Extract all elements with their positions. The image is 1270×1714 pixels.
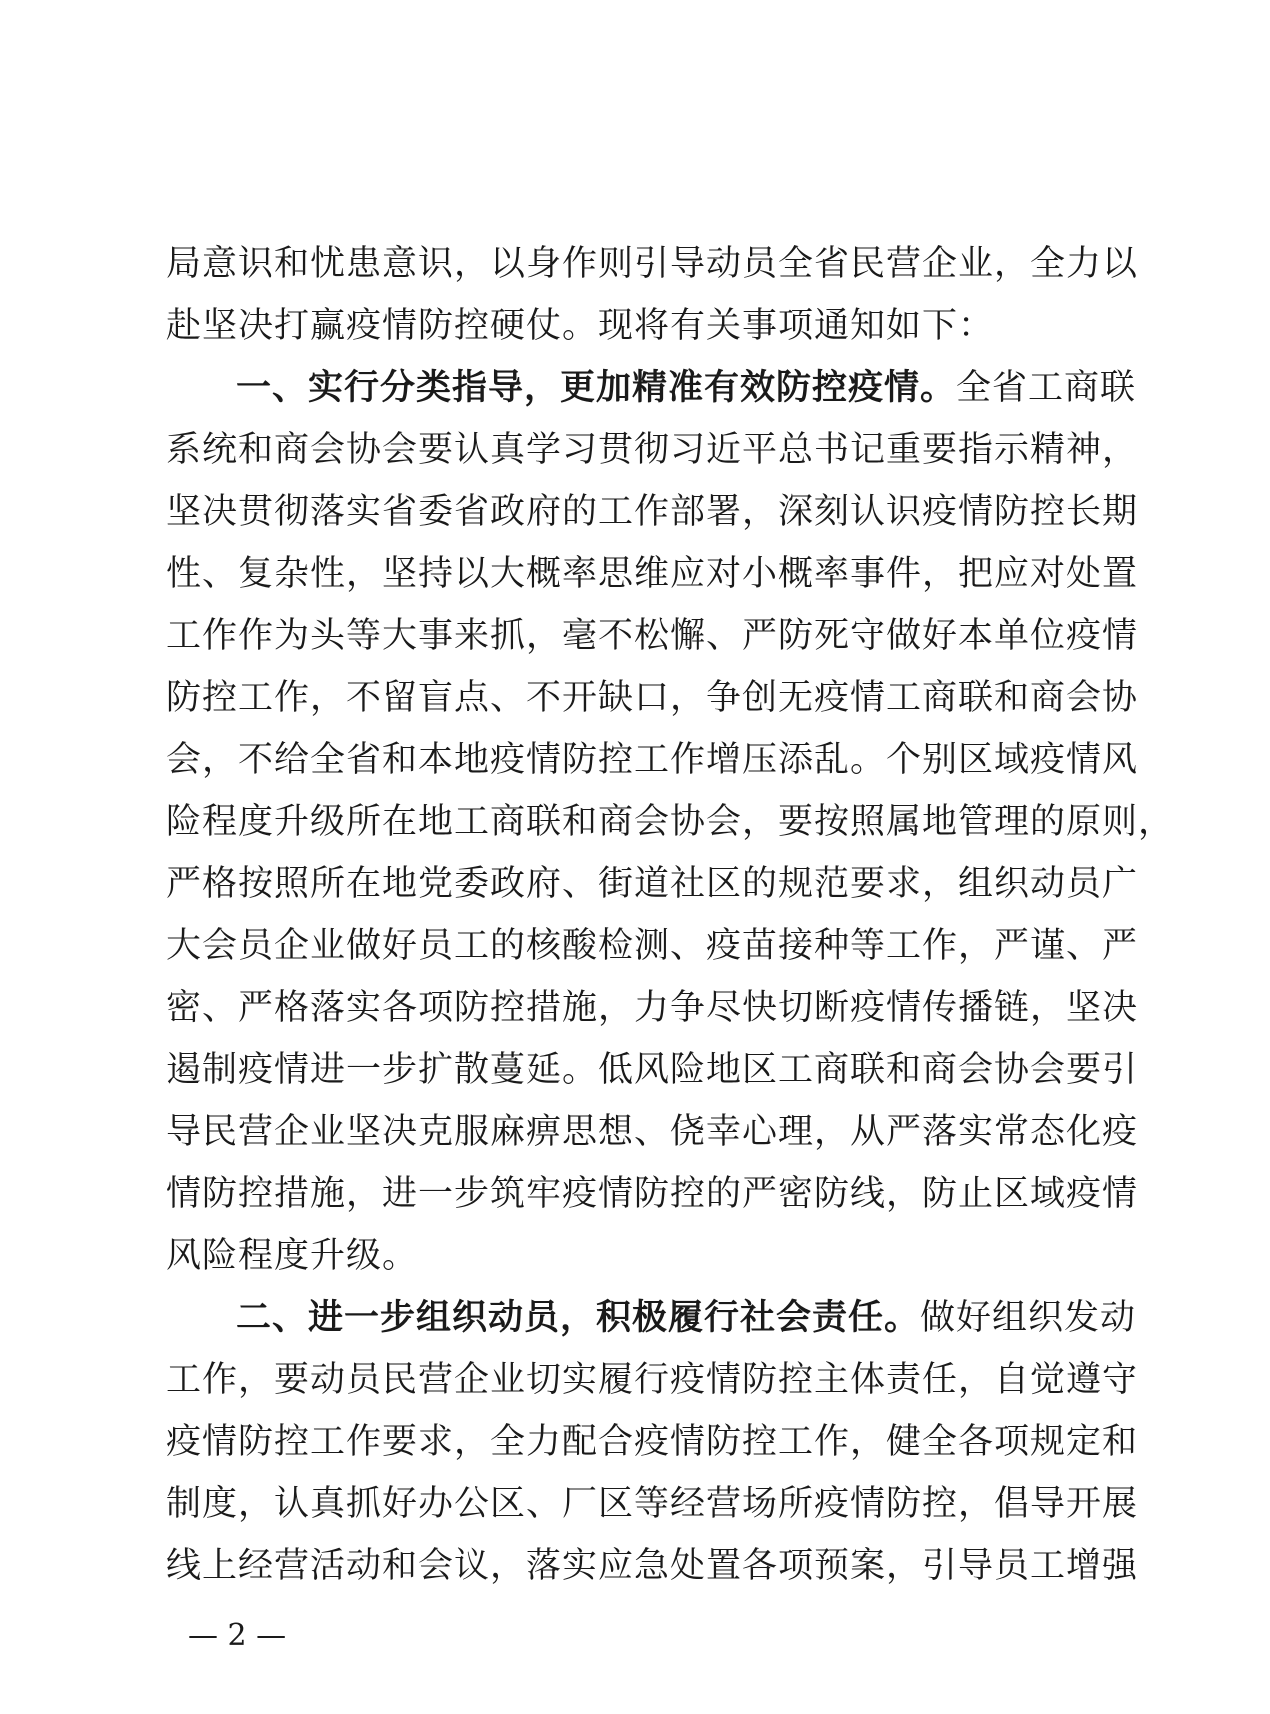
text-line: 工作，要动员民营企业切实履行疫情防控主体责任，自觉遵守	[166, 1360, 1139, 1400]
text-line: 导民营企业坚决克服麻痹思想、侥幸心理，从严落实常态化疫	[166, 1112, 1139, 1152]
section-1-heading: 一、实行分类指导，更加精准有效防控疫情。	[236, 368, 957, 408]
section-2-first-line	[166, 1287, 1137, 1349]
text-line: 大会员企业做好员工的核酸检测、疫苗接种等工作，严谨、严	[166, 926, 1139, 966]
text-line: 疫情防控工作要求，全力配合疫情防控工作，健全各项规定和	[166, 1422, 1139, 1462]
section-2-heading: 二、进一步组织动员，积极履行社会责任。	[236, 1298, 921, 1338]
text-line: 系统和商会协会要认真学习贯彻习近平总书记重要指示精神，	[166, 430, 1139, 470]
text-line: 险程度升级所在地工商联和商会协会，要按照属地管理的原则，	[166, 802, 1175, 842]
section-1-text: 全省工商联	[956, 368, 1137, 408]
text-line: 严格按照所在地党委政府、街道社区的规范要求，组织动员广	[166, 864, 1139, 904]
section-1-first-line	[166, 357, 1137, 419]
text-line: 风险程度升级。	[166, 1236, 419, 1276]
text-line: 情防控措施，进一步筑牢疫情防控的严密防线，防止区域疫情	[166, 1174, 1139, 1214]
text-line: 会，不给全省和本地疫情防控工作增压添乱。个别区域疫情风	[166, 740, 1139, 780]
text-line: 制度，认真抓好办公区、厂区等经营场所疫情防控，倡导开展	[166, 1484, 1139, 1524]
text-line: 遏制疫情进一步扩散蔓延。低风险地区工商联和商会协会要引	[166, 1050, 1139, 1090]
text-line: 线上经营活动和会议，落实应急处置各项预案，引导员工增强	[166, 1546, 1139, 1586]
text-line: 坚决贯彻落实省委省政府的工作部署，深刻认识疫情防控长期	[166, 492, 1139, 532]
text-line: 防控工作，不留盲点、不开缺口，争创无疫情工商联和商会协	[166, 678, 1139, 718]
document-body	[166, 233, 1175, 1597]
text-line: 性、复杂性，坚持以大概率思维应对小概率事件，把应对处置	[166, 554, 1139, 594]
page-number: — 2 —	[188, 1618, 287, 1653]
section-2-text: 做好组织发动	[920, 1298, 1137, 1338]
text-line: 密、严格落实各项防控措施，力争尽快切断疫情传播链，坚决	[166, 988, 1139, 1028]
text-line: 局意识和忧患意识，以身作则引导动员全省民营企业，全力以	[166, 244, 1139, 284]
text-line: 工作作为头等大事来抓，毫不松懈、严防死守做好本单位疫情	[166, 616, 1139, 656]
text-line: 赴坚决打赢疫情防控硬仗。现将有关事项通知如下：	[166, 306, 995, 346]
